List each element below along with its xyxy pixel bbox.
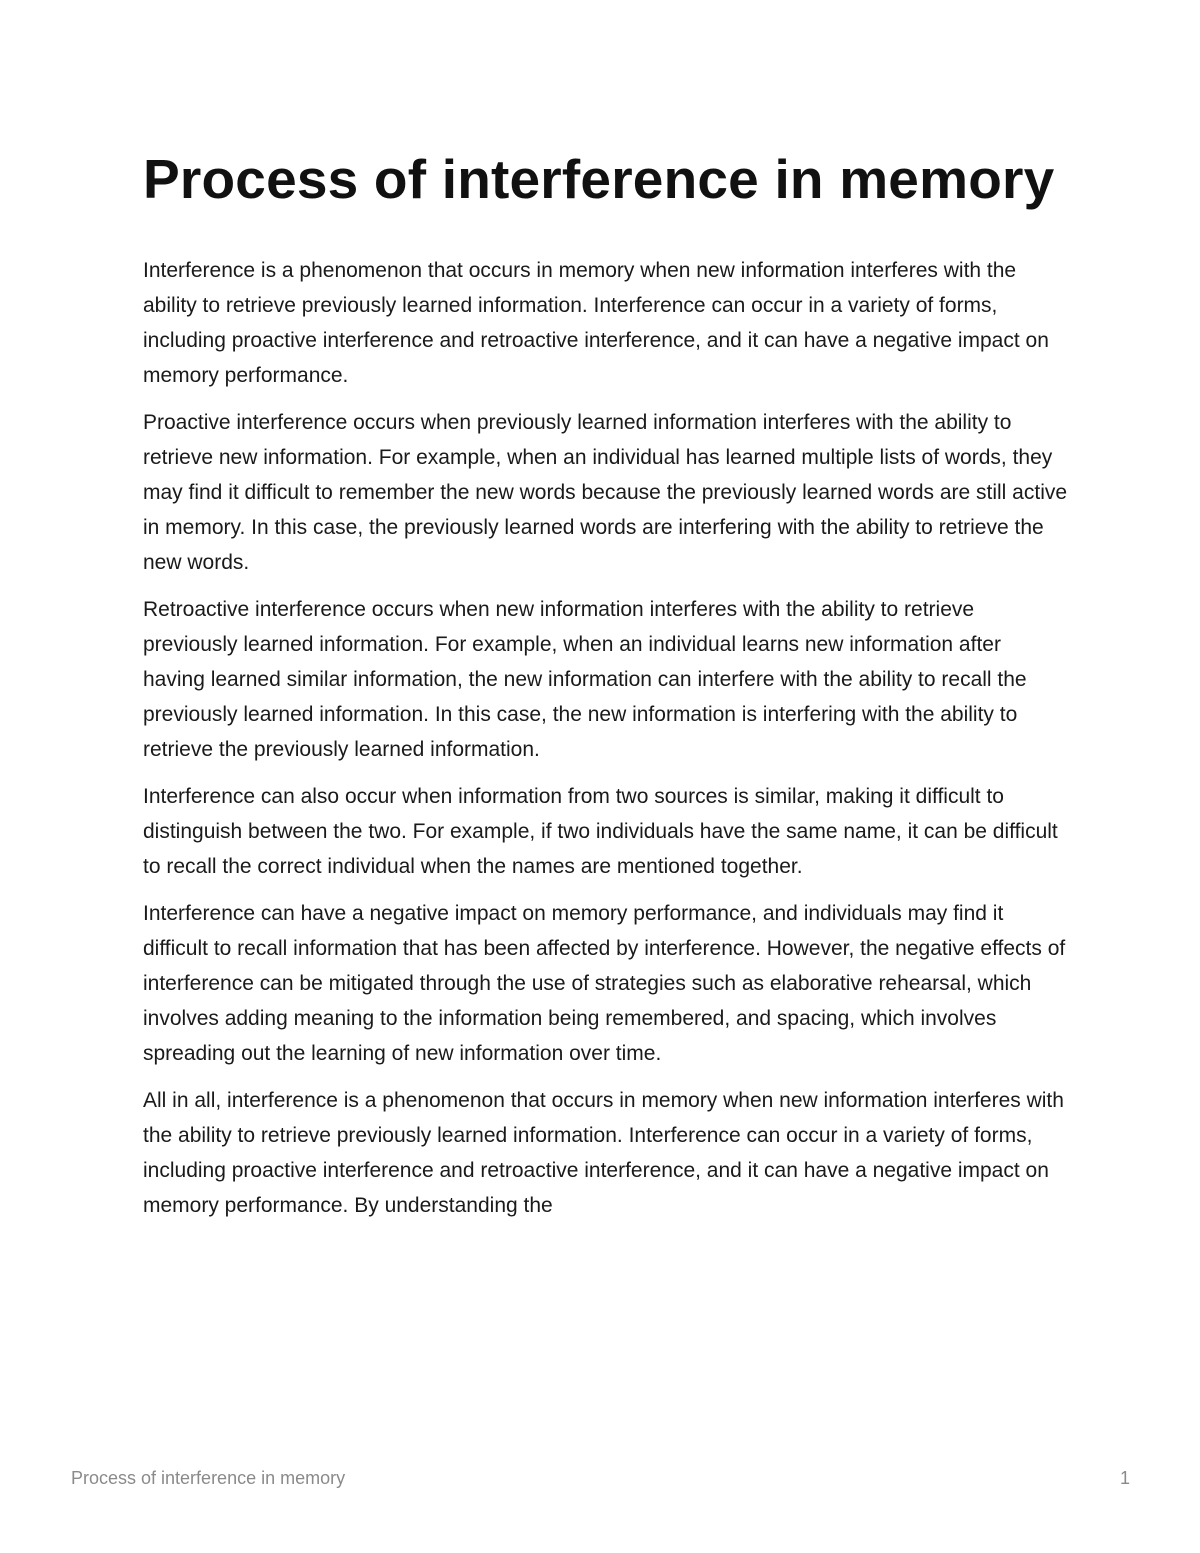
footer-page-number: 1 <box>1119 1467 1130 1488</box>
page-footer <box>71 1466 1130 1490</box>
paragraph: All in all, interference is a phenomenon that occurs in memory when new information interferes with the ability to retrieve previously learned information. Interference can occur in a variety of forms, including proactive interference and retroactive interference, and it can have a negative impact on memory performance. By understanding the <box>143 1089 1064 1217</box>
document-title: Process of interference in memory <box>143 148 1055 210</box>
paragraph: Interference can have a negative impact on memory performance, and individuals may find it difficult to recall information that has been affected by interference. However, the negative effects of interference can be mitigated through the use of strategies such as elaborative rehearsal, which involves adding meaning to the information being remembered, and spacing, which involves spreading out the learning of new information over time. <box>143 902 1066 1065</box>
footer-doc-title: Process of interference in memory <box>71 1467 346 1488</box>
paragraph: Retroactive interference occurs when new information interferes with the ability to retrieve previously learned information. For example, when an individual learns new information after having learned similar information, the new information can interfere with the ability to recall the previously learned information. In this case, the new information is interfering with the ability to retrieve the previously learned information. <box>143 598 1027 761</box>
page-content <box>143 143 1068 1235</box>
paragraph: Interference is a phenomenon that occurs in memory when new information interferes with the ability to retrieve previously learned information. Interference can occur in a variety of forms, including proactive interference and retroactive interference, and it can have a negative impact on memory performance. <box>143 259 1049 387</box>
paragraph: Proactive interference occurs when previously learned information interferes with the ability to retrieve new information. For example, when an individual has learned multiple lists of words, they may find it difficult to remember the new words because the previously learned words are still active in memory. In this case, the previously learned words are interfering with the ability to retrieve the new words. <box>143 411 1068 574</box>
paragraph: Interference can also occur when information from two sources is similar, making it difficult to distinguish between the two. For example, if two individuals have the same name, it can be difficult to recall the correct individual when the names are mentioned together. <box>143 785 1058 878</box>
